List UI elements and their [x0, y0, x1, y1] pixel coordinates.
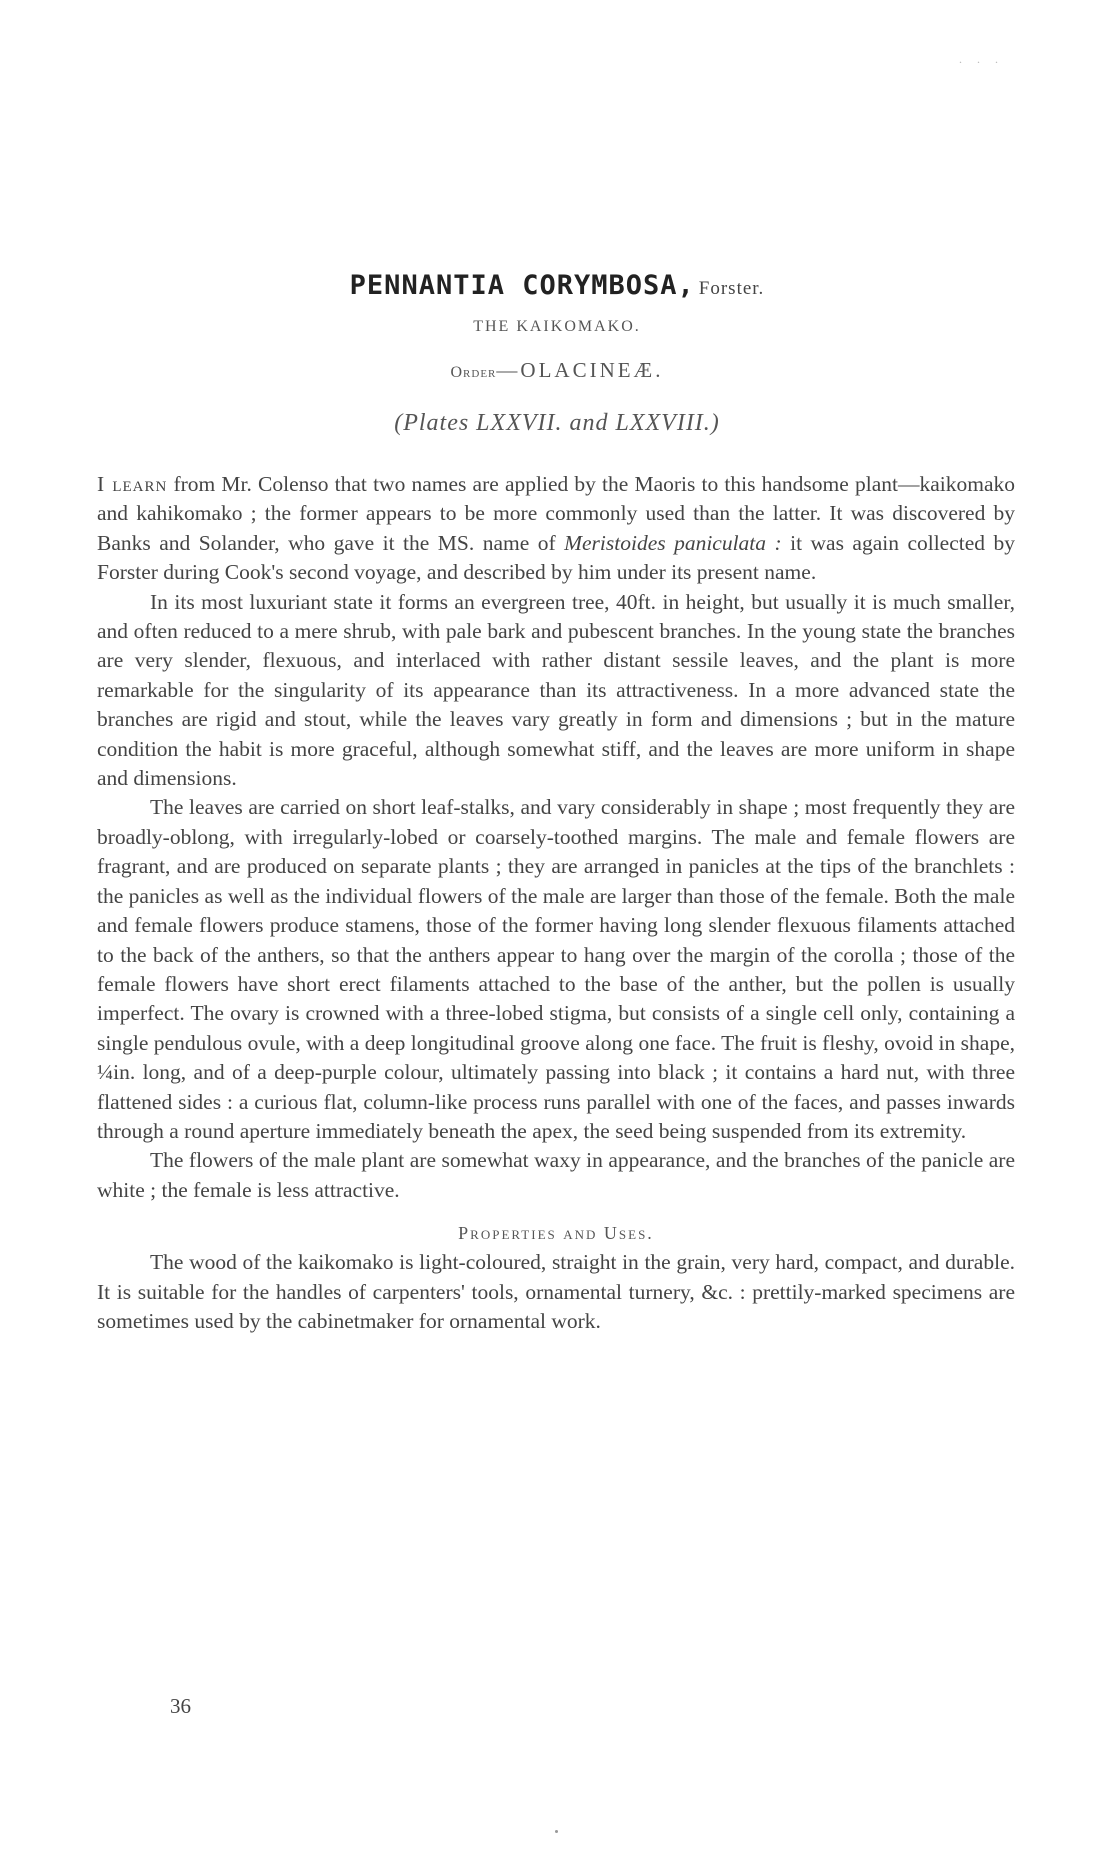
- species-author: Forster.: [698, 278, 765, 299]
- paragraph-2: In its most luxuriant state it forms an evergreen tree, 40ft. in height, but usually it is much smaller, and often reduced to a mere shrub, with pale bark and pubescent branches. In the young state the branches are very slender, flexuous, and interlaced with rather distant sessile leaves, and the plant is more remarkable for the singularity of its appearance than its attractiveness. In a more advanced state the branches are rigid and stout, while the leaves vary greatly in form and dimensions ; but in the mature condition the habit is more graceful, although somewhat stiff, and the leaves are more uniform in shape and dimensions.: [97, 589, 1015, 791]
- paragraph-5: The wood of the kaikomako is light-coloured, straight in the grain, very hard, compact, and durable. It is suitable for the handles of carpenters' tools, ornamental turnery, &c. : prettily-marked specimens are sometimes used by the cabinetmaker for ornamental work.: [97, 1250, 1015, 1333]
- page-number: 36: [170, 1694, 191, 1718]
- page-title: [0, 270, 1114, 301]
- section-heading: [97, 1223, 1015, 1244]
- order-name: —OLACINEÆ.: [496, 358, 664, 382]
- section-heading-text: Properties and Uses.: [458, 1223, 654, 1244]
- paragraph-1: [97, 470, 1015, 588]
- plates-reference: (Plates LXXVII. and LXXVIII.): [394, 410, 720, 436]
- article-body: [97, 470, 1015, 1336]
- paragraph-3: The leaves are carried on short leaf-stalks, and vary considerably in shape ; most frequently they are broadly-oblong, with irregularly-lobed or coarsely-toothed margins. The male and female flowers are fragrant, and are produced on separate plants ; they are arranged in panicles at the tips of the branchlets : the panicles as well as the individual flowers of the male are larger than those of the female. Both the male and female flowers produce stamens, those of the former having long slender flexuous filaments attached to the back of the anthers, so that the anthers appear to hang over the margin of the corolla ; those of the female flowers have short erect filaments attached to the base of the anther, but the pollen is usually imperfect. The ovary is crowned with a three-lobed stigma, but consists of a single cell only, containing a single pendulous ovule, with a deep longitudinal groove along one face. The fruit is fleshy, ovoid in shape, ¼in. long, and of a deep-purple colour, ultimately passing into black ; it contains a hard nut, with three flattened sides : a curious flat, column-like process runs parallel with one of the faces, and passes inwards through a round aperture immediately beneath the apex, the seed being suspended from its extremity.: [97, 795, 1015, 1143]
- ms-name: Meristoides paniculata :: [564, 530, 782, 555]
- common-name: THE KAIKOMAKO.: [473, 318, 641, 335]
- bottom-mark: [555, 1830, 558, 1833]
- corner-marks: . . .: [959, 52, 1004, 66]
- species-name: PENNANTIA CORYMBOSA,: [349, 270, 695, 301]
- paragraph-1-text-a: from Mr. Colenso that two names are applied by the Maoris to this handsome plant—kaikomako and kahikomako ; the former appears to be more commonly used than the latter. It was discovered by Banks and Solander, who gave it the MS. name of: [97, 472, 1015, 555]
- lead-words: I learn: [97, 472, 168, 496]
- paragraph-4: The flowers of the male plant are somewhat waxy in appearance, and the branches of the panicle are white ; the female is less attractive.: [97, 1148, 1015, 1202]
- order-label: Order: [450, 364, 497, 381]
- paragraph-1-text-b: it was again collected by Forster during Cook's second voyage, and described by him under its present name.: [97, 530, 1015, 585]
- order-line: [0, 358, 1114, 383]
